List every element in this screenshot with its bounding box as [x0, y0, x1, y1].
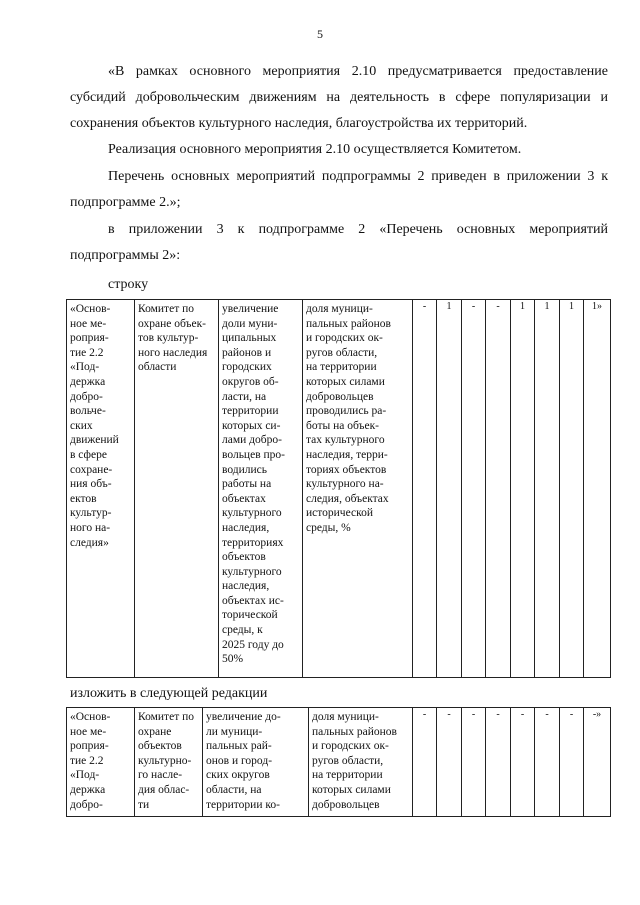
table-cell-executor: Комитет по охране объектов культурно- го насле- дия облас- ти — [135, 708, 203, 817]
table-cell-value: - — [413, 300, 437, 678]
table-row — [67, 300, 611, 678]
table-row — [67, 708, 611, 817]
table-cell-value: 1» — [584, 300, 611, 678]
table-cell-indicator: доля муници- пальных районов и городских ок- ругов области, на территории которых силами добровольцев — [309, 708, 413, 817]
paragraph-subsidies: «В рамках основного мероприятия 2.10 предусматривается предоставление субсидий добровольческим движениям на деятельность в сфере популяризации и сохранения объектов культурного наследия, благоустройства их территорий. — [70, 64, 608, 131]
table-cell-value: - — [560, 708, 584, 817]
table-cell-executor: Комитет по охране объек- тов культур- ного наследия области — [135, 300, 219, 678]
table-cell-value: 1 — [511, 300, 535, 678]
table-cell-value: - — [511, 708, 535, 817]
page-number: 5 — [317, 27, 323, 41]
table-cell-value: - — [462, 708, 486, 817]
table-cell-value: 1 — [535, 300, 560, 678]
table-cell-value: - — [413, 708, 437, 817]
table-cell-event: «Основ- ное ме- роприя- тие 2.2 «Под- держка добро- — [67, 708, 135, 817]
table-cell-value: - — [437, 708, 462, 817]
table-cell-value: - — [486, 708, 511, 817]
new-row-table — [66, 707, 611, 817]
table-cell-value: - — [486, 300, 511, 678]
table-cell-indicator: доля муници- пальных районов и городских ок- ругов области, на территории которых силами добровольцев проводились ра- боты на объек- тах культурного наследия, терри- ториях объектов культурного на- следия, объектах исторической среды, % — [303, 300, 413, 678]
paragraph-list-reference: Перечень основных мероприятий подпрограммы 2 приведен в приложении 3 к подпрограмме 2.»; — [70, 169, 608, 210]
table-cell-value: - — [535, 708, 560, 817]
paragraph-row-label: строку — [108, 277, 149, 292]
paragraph-implementation: Реализация основного мероприятия 2.10 осуществляется Комитетом. — [108, 142, 522, 157]
table-cell-value: 1 — [437, 300, 462, 678]
table-cell-value: -» — [584, 708, 611, 817]
paragraph-appendix: в приложении 3 к подпрограмме 2 «Перечень основных мероприятий подпрограммы 2»: — [70, 222, 608, 263]
paragraph-new-edition: изложить в следующей редакции — [70, 686, 268, 701]
table-cell-value: - — [462, 300, 486, 678]
table-cell-value: 1 — [560, 300, 584, 678]
original-row-table — [66, 299, 611, 678]
table-cell-result: увеличение до- ли муници- пальных рай- онов и город- ских округов области, на территории ко- — [203, 708, 309, 817]
table-cell-event: «Основ- ное ме- роприя- тие 2.2 «Под- держка добро- вольче- ских движений в сфере сохране- ния объ- ектов культур- ного на- следия» — [67, 300, 135, 678]
table-cell-result: увеличение доли муни- ципальных районов и городских округов об- ласти, на территории которых си- лами добро- вольцев про- водились работы на объектах культурного наследия, территориях объектов культурного наследия, объектах ис- торической среды, к 2025 году до 50% — [219, 300, 303, 678]
